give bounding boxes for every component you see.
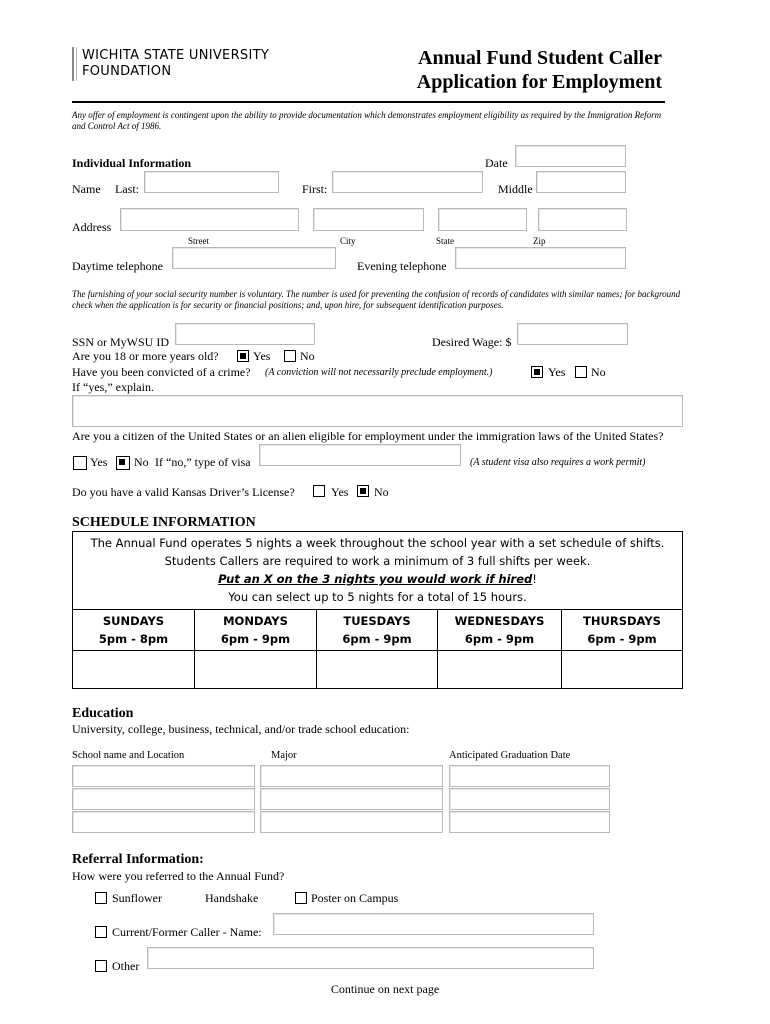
graduation-field-1[interactable] xyxy=(449,765,610,787)
ssn-field[interactable] xyxy=(175,323,315,345)
thursday-select-cell[interactable] xyxy=(562,651,683,689)
schedule-header-row xyxy=(73,610,683,651)
crime-question: Have you been convicted of a crime? xyxy=(72,365,251,379)
crime-note: (A conviction will not necessarily preclude employment.) xyxy=(265,367,493,378)
visa-note: (A student visa also requires a work permit) xyxy=(470,457,646,468)
logo-bar-2 xyxy=(76,47,77,81)
wage-label: Desired Wage: $ xyxy=(432,335,512,349)
wednesday-hours: 6pm - 9pm xyxy=(464,632,535,646)
wednesday-label: WEDNESDAYS xyxy=(454,614,545,628)
license-yes-label: Yes xyxy=(331,485,349,499)
evening-phone-label: Evening telephone xyxy=(357,259,447,273)
citizen-question: Are you a citizen of the United States or an alien eligible for employment under the immigration laws of the United States? xyxy=(72,429,664,443)
schedule-info-box xyxy=(72,531,683,609)
wednesday-select-cell[interactable] xyxy=(438,651,562,689)
other-label: Other xyxy=(112,959,140,973)
wednesday-header xyxy=(438,610,562,651)
ssn-label: SSN or MyWSU ID xyxy=(72,335,170,349)
daytime-phone-label: Daytime telephone xyxy=(72,259,163,273)
middle-name-field[interactable] xyxy=(536,171,626,193)
tuesday-select-cell[interactable] xyxy=(317,651,438,689)
daytime-phone-field[interactable] xyxy=(172,247,336,269)
schedule-line3 xyxy=(73,570,682,588)
age-yes-checkbox[interactable] xyxy=(237,350,249,362)
wage-field[interactable] xyxy=(517,323,628,345)
name-label: Name xyxy=(72,182,101,196)
schedule-line3-text: Put an X on the 3 nights you would work if hired xyxy=(218,572,533,586)
schedule-line3-end: ! xyxy=(532,572,537,586)
monday-hours: 6pm - 9pm xyxy=(220,632,291,646)
license-yes-checkbox[interactable] xyxy=(313,485,325,497)
age-yes-label: Yes xyxy=(253,349,271,363)
caller-checkbox[interactable] xyxy=(95,926,107,938)
zip-label: Zip xyxy=(533,236,546,246)
middle-label: Middle xyxy=(498,182,533,196)
monday-select-cell[interactable] xyxy=(195,651,317,689)
referral-question: How were you referred to the Annual Fund? xyxy=(72,869,285,883)
ssn-notice: The furnishing of your social security number is voluntary. The number is used for preventing the confusion of records of candidates with similar names; for background check when the application is for security or financial positions; and, upon hire, for subsequent identification purposes. xyxy=(72,289,681,310)
schedule-line1: The Annual Fund operates 5 nights a week throughout the school year with a set schedule of shifts. xyxy=(90,536,665,550)
citizen-yes-checkbox[interactable] xyxy=(73,456,87,470)
crime-yes-label: Yes xyxy=(548,365,566,379)
tuesday-header xyxy=(317,610,438,651)
schedule-table xyxy=(72,609,683,689)
caller-label: Current/Former Caller - Name: xyxy=(112,925,262,939)
tuesday-label: TUESDAYS xyxy=(343,614,411,628)
individual-heading: Individual Information xyxy=(72,156,192,170)
schedule-select-row xyxy=(73,651,683,689)
page-title-line2: Application for Employment xyxy=(416,71,662,93)
age-question: Are you 18 or more years old? xyxy=(72,349,219,363)
tuesday-hours: 6pm - 9pm xyxy=(342,632,412,646)
date-label: Date xyxy=(485,156,508,170)
visa-field[interactable] xyxy=(259,444,461,466)
referral-heading: Referral Information: xyxy=(72,852,204,867)
street-label: Street xyxy=(188,236,209,246)
schedule-line2: Students Callers are required to work a minimum of 3 full shifts per week. xyxy=(164,554,591,568)
header-divider xyxy=(72,101,665,103)
date-field[interactable] xyxy=(515,145,626,167)
sunflower-checkbox[interactable] xyxy=(95,892,107,904)
city-label: City xyxy=(340,236,356,246)
graduation-field-3[interactable] xyxy=(449,811,610,833)
school-field-2[interactable] xyxy=(72,788,255,810)
logo-line1: WICHITA STATE UNIVERSITY xyxy=(82,48,270,63)
license-no-checkbox[interactable] xyxy=(357,485,369,497)
zip-field[interactable] xyxy=(538,208,627,231)
thursday-hours: 6pm - 9pm xyxy=(587,632,657,646)
first-name-field[interactable] xyxy=(332,171,483,193)
sunday-select-cell[interactable] xyxy=(73,651,195,689)
last-label: Last: xyxy=(115,182,139,196)
education-heading: Education xyxy=(72,706,134,721)
citizen-yes-label: Yes xyxy=(90,455,108,469)
street-field[interactable] xyxy=(120,208,299,231)
logo-line2: FOUNDATION xyxy=(82,64,172,79)
monday-header xyxy=(195,610,317,651)
other-checkbox[interactable] xyxy=(95,960,107,972)
handshake-label: Handshake xyxy=(205,891,259,905)
major-field-2[interactable] xyxy=(260,788,443,810)
other-field[interactable] xyxy=(147,947,594,969)
monday-label: MONDAYS xyxy=(223,614,288,628)
poster-label: Poster on Campus xyxy=(311,891,399,905)
city-field[interactable] xyxy=(313,208,424,231)
citizen-no-checkbox[interactable] xyxy=(116,456,130,470)
sunday-hours: 5pm - 8pm xyxy=(98,632,169,646)
logo-bar xyxy=(72,47,74,81)
address-label: Address xyxy=(72,220,112,234)
license-no-label: No xyxy=(374,485,389,499)
visa-label: If “no,” type of visa xyxy=(155,455,251,469)
crime-no-checkbox[interactable] xyxy=(575,366,587,378)
major-field-1[interactable] xyxy=(260,765,443,787)
education-subheading: University, college, business, technical, and/or trade school education: xyxy=(72,722,410,736)
citizen-no-label: No xyxy=(134,455,149,469)
age-no-checkbox[interactable] xyxy=(284,350,296,362)
thursday-label: THURSDAYS xyxy=(583,614,661,628)
graduation-col-label: Anticipated Graduation Date xyxy=(449,750,571,761)
caller-name-field[interactable] xyxy=(273,913,594,935)
explain-field[interactable] xyxy=(72,395,683,427)
major-col-label: Major xyxy=(271,750,297,761)
sunflower-label: Sunflower xyxy=(112,891,162,905)
schedule-heading: SCHEDULE INFORMATION xyxy=(72,515,256,530)
license-question: Do you have a valid Kansas Driver’s License? xyxy=(72,485,295,499)
sunday-header xyxy=(73,610,195,651)
last-name-field[interactable] xyxy=(144,171,279,193)
first-label: First: xyxy=(302,182,328,196)
continue-footer: Continue on next page xyxy=(330,982,440,996)
school-col-label: School name and Location xyxy=(72,750,185,761)
major-field-3[interactable] xyxy=(260,811,443,833)
crime-yes-checkbox[interactable] xyxy=(531,366,543,378)
page-title-line1: Annual Fund Student Caller xyxy=(418,47,662,69)
school-field-3[interactable] xyxy=(72,811,255,833)
school-field-1[interactable] xyxy=(72,765,255,787)
schedule-line4: You can select up to 5 nights for a total of 15 hours. xyxy=(228,590,527,604)
age-no-label: No xyxy=(300,349,315,363)
explain-label: If “yes,” explain. xyxy=(72,380,154,394)
sunday-label: SUNDAYS xyxy=(102,614,165,628)
state-field[interactable] xyxy=(438,208,527,231)
poster-checkbox[interactable] xyxy=(295,892,307,904)
disclaimer: Any offer of employment is contingent upon the ability to provide documentation which demonstrates employment eligibility as required by the Immigration Reform and Control Act of 1986. xyxy=(72,110,662,131)
state-label: State xyxy=(436,236,454,246)
evening-phone-field[interactable] xyxy=(455,247,626,269)
graduation-field-2[interactable] xyxy=(449,788,610,810)
thursday-header xyxy=(562,610,683,651)
crime-no-label: No xyxy=(591,365,606,379)
